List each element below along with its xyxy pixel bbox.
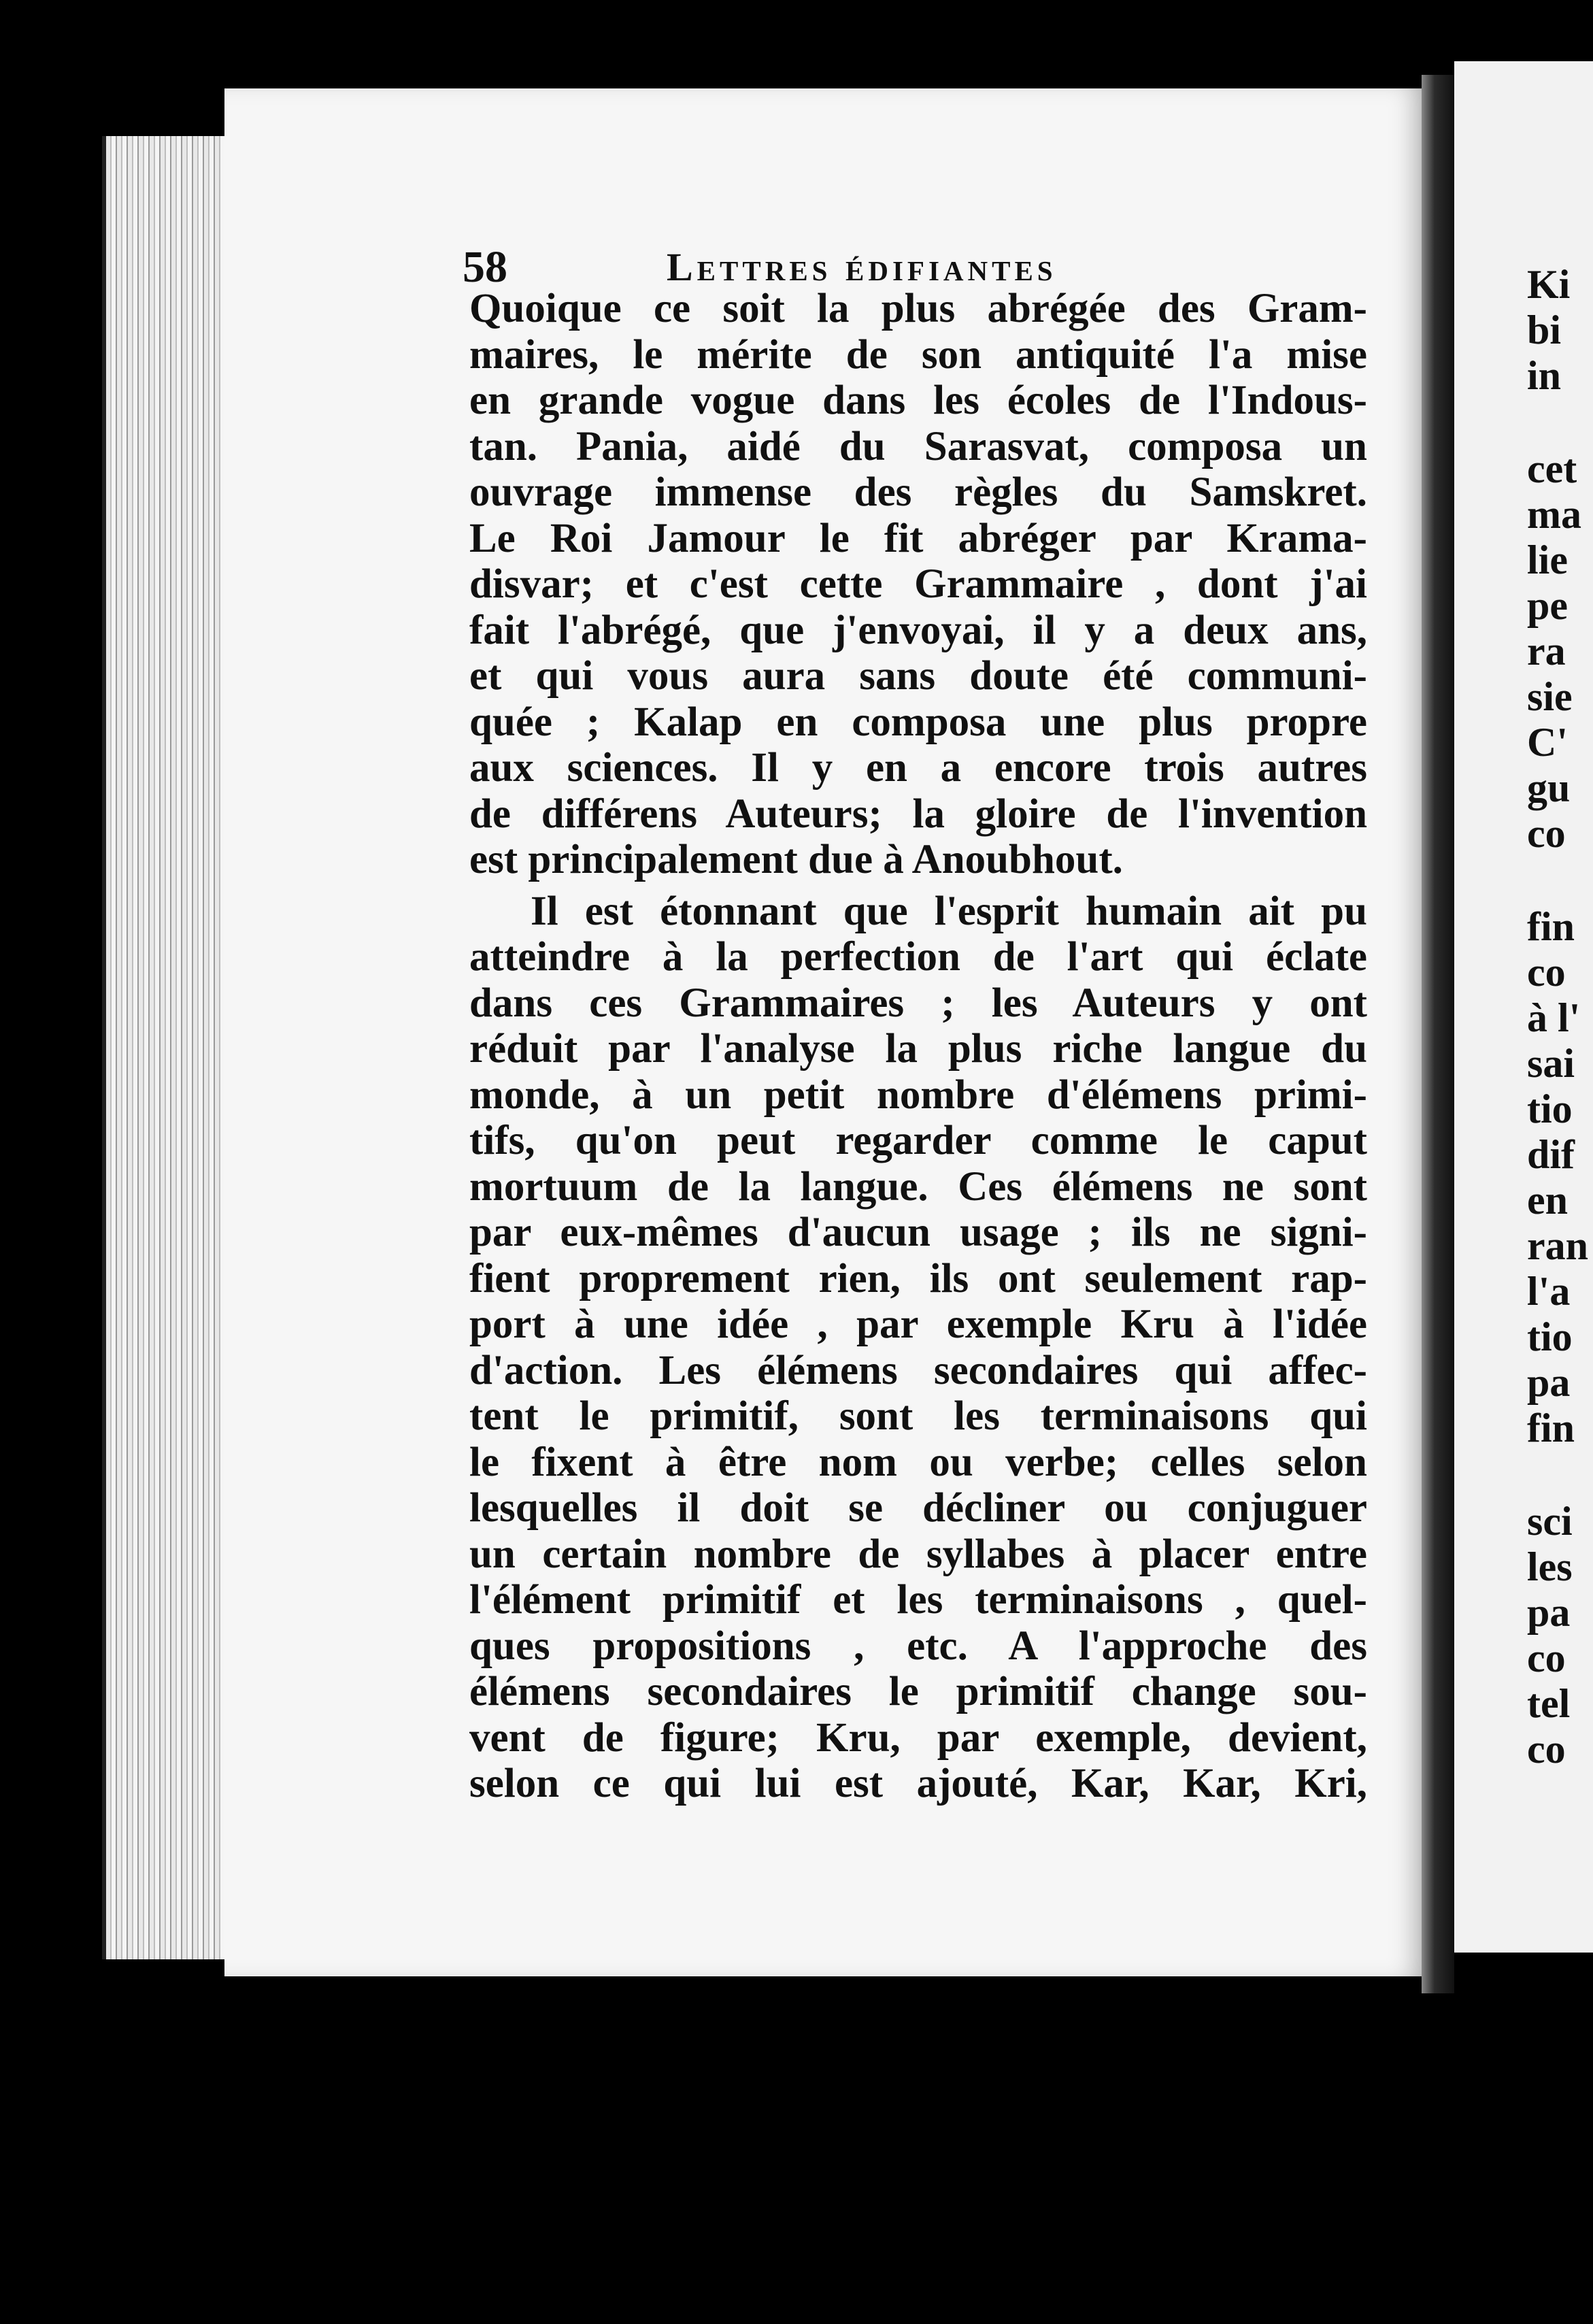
fragment: co	[1527, 950, 1566, 995]
text-line: élémens secondaires le primitif change sou-	[469, 1669, 1367, 1714]
text-line: ques propositions , etc. A l'approche des	[469, 1623, 1367, 1669]
body-text	[469, 286, 1367, 1807]
fragment	[1527, 857, 1588, 904]
fragment: ma	[1527, 492, 1581, 537]
text-line: port à une idée , par exemple Kru à l'idée	[469, 1301, 1367, 1347]
text-line: Le Roi Jamour le fit abréger par Krama-	[469, 515, 1367, 561]
book-gutter	[1422, 75, 1454, 1993]
text-line: tan. Pania, aidé du Sarasvat, composa un	[469, 423, 1367, 469]
text-line: disvar; et c'est cette Grammaire , dont j'ai	[469, 561, 1367, 607]
text-line: vent de figure; Kru, par exemple, devient,	[469, 1714, 1367, 1761]
text-line: quée ; Kalap en composa une plus propre	[469, 699, 1367, 745]
fragment: C'	[1527, 720, 1568, 765]
text-line: et qui vous aura sans doute été communi-	[469, 653, 1367, 699]
fragment: l'a	[1527, 1269, 1571, 1314]
facing-page-text	[1527, 262, 1588, 1772]
text-line: Il est étonnant que l'esprit humain ait pu	[531, 888, 1367, 934]
fragment: co	[1527, 811, 1566, 856]
text-line: mortuum de la langue. Ces élémens ne sont	[469, 1163, 1367, 1210]
fragment: co	[1527, 1636, 1566, 1680]
fragment: sai	[1527, 1041, 1575, 1086]
text-line: d'action. Les élémens secondaires qui affec-	[469, 1347, 1367, 1393]
fragment: in	[1527, 353, 1562, 398]
fragment: fin	[1527, 904, 1575, 949]
paragraph-1	[469, 286, 1367, 883]
fragment: tel	[1527, 1681, 1571, 1726]
text-line: selon ce qui lui est ajouté, Kar, Kar, Kri,	[469, 1761, 1367, 1806]
text-line: fait l'abrégé, que j'envoyai, il y a deux ans,	[469, 607, 1367, 653]
fragment: tio	[1527, 1314, 1573, 1359]
fragment: pe	[1527, 583, 1568, 628]
fragment: ra	[1527, 629, 1566, 674]
text-line: atteindre à la perfection de l'art qui éclate	[469, 934, 1367, 980]
fragment: fin	[1527, 1406, 1575, 1450]
fragment: pa	[1527, 1590, 1571, 1635]
text-line: maires, le mérite de son antiquité l'a mise	[469, 331, 1367, 378]
text-line: Quoique ce soit la plus abrégée des Gram-	[469, 286, 1367, 331]
text-line: l'élément primitif et les terminaisons , quel-	[469, 1577, 1367, 1623]
text-line: lesquelles il doit se décliner ou conjuguer	[469, 1485, 1367, 1531]
text-line: est principalement due à Anoubhout.	[469, 837, 1123, 882]
fragment: sci	[1527, 1499, 1573, 1544]
text-line: tifs, qu'on peut regarder comme le caput	[469, 1118, 1367, 1163]
text-line: fient proprement rien, ils ont seulement rap-	[469, 1255, 1367, 1301]
text-line: ouvrage immense des règles du Samskret.	[469, 469, 1367, 515]
fragment: gu	[1527, 765, 1571, 810]
fragment: co	[1527, 1727, 1566, 1772]
text-line: un certain nombre de syllabes à placer entre	[469, 1531, 1367, 1577]
page-edges	[102, 136, 232, 1959]
fragment: sie	[1527, 674, 1573, 719]
running-title: Lettres édifiantes	[667, 245, 1057, 289]
fragment: cet	[1527, 446, 1577, 491]
fragment: les	[1527, 1544, 1573, 1589]
fragment: pa	[1527, 1360, 1571, 1405]
fragment: lie	[1527, 537, 1568, 582]
text-line: monde, à un petit nombre d'élémens primi-	[469, 1072, 1367, 1118]
fragment: Ki	[1527, 262, 1571, 307]
text-line: dans ces Grammaires ; les Auteurs y ont	[469, 980, 1367, 1026]
text-line: le fixent à être nom ou verbe; celles selon	[469, 1439, 1367, 1485]
page-number: 58	[463, 242, 507, 292]
fragment: dif	[1527, 1132, 1575, 1177]
text-line: réduit par l'analyse la plus riche langue du	[469, 1026, 1367, 1072]
fragment: en	[1527, 1178, 1568, 1223]
text-line: par eux-mêmes d'aucun usage ; ils ne signi-	[469, 1210, 1367, 1255]
fragment: à l'	[1527, 995, 1581, 1040]
paragraph-2	[469, 889, 1367, 1807]
text-line: aux sciences. Il y en a encore trois autres	[469, 745, 1367, 791]
text-line: de différens Auteurs; la gloire de l'invention	[469, 791, 1367, 837]
fragment: bi	[1527, 308, 1562, 352]
fragment: ran	[1527, 1223, 1588, 1268]
fragment	[1527, 399, 1588, 446]
fragment: tio	[1527, 1086, 1573, 1131]
fragment	[1527, 1451, 1588, 1499]
text-line: en grande vogue dans les écoles de l'Indous-	[469, 378, 1367, 423]
text-line: tent le primitif, sont les terminaisons qui	[469, 1393, 1367, 1439]
